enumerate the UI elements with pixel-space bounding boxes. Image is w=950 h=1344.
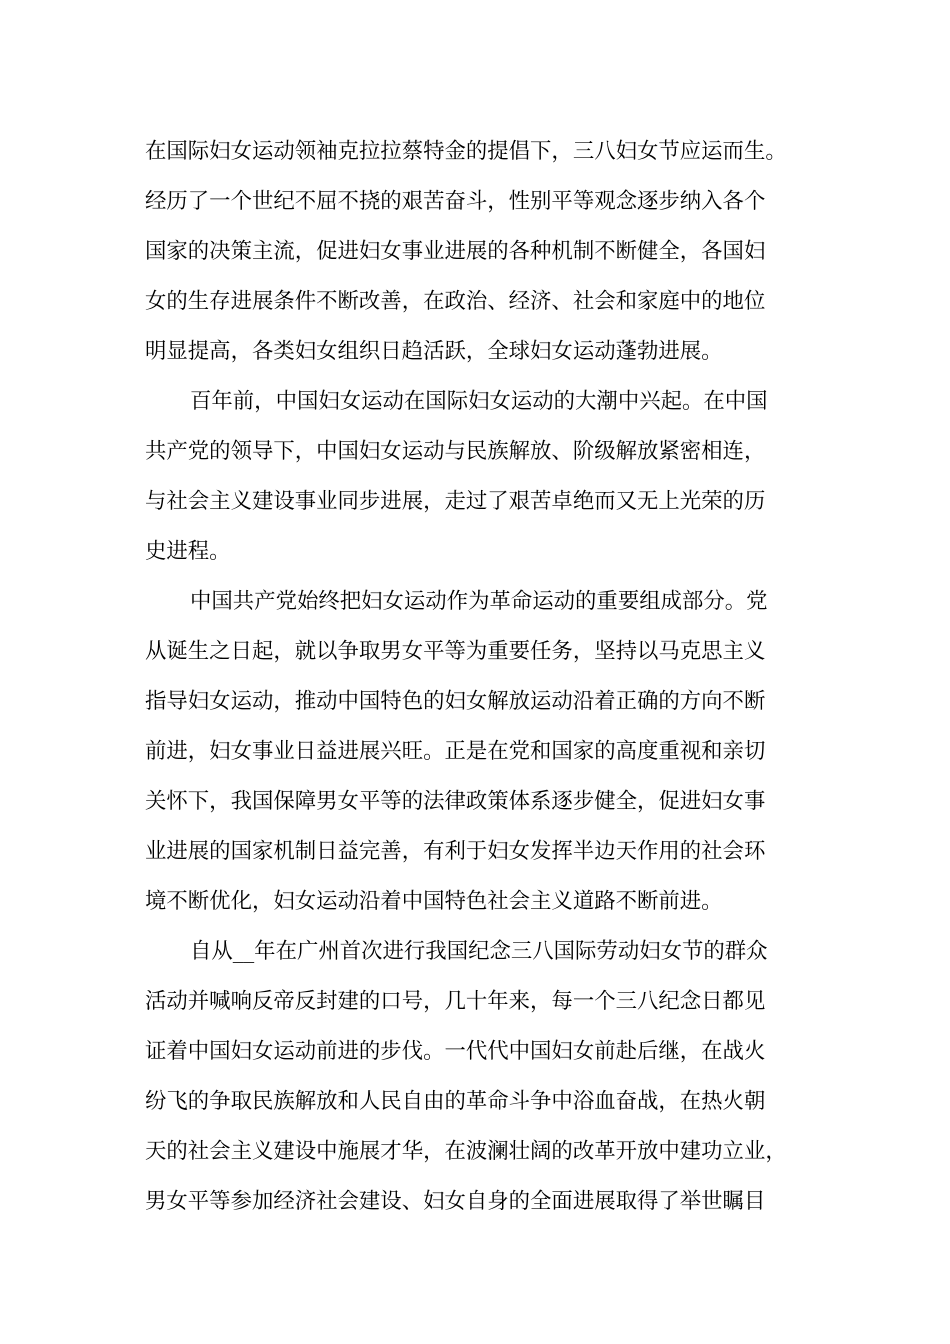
text-line: 前进，妇女事业日益进展兴旺。正是在党和国家的高度重视和亲切 (145, 739, 766, 764)
text-line: 男女平等参加经济社会建设、妇女自身的全面进展取得了举世瞩目 (145, 1189, 766, 1214)
text-line: 天的社会主义建设中施展才华，在波澜壮阔的改革开放中建功立业， (145, 1139, 787, 1164)
text-line: 纷飞的争取民族解放和人民自由的革命斗争中浴血奋战，在热火朝 (145, 1089, 766, 1114)
text-line: 指导妇女运动，推动中国特色的妇女解放运动沿着正确的方向不断 (145, 689, 766, 714)
text-line: 史进程。 (145, 539, 231, 564)
text-line: 境不断优化，妇女运动沿着中国特色社会主义道路不断前进。 (145, 889, 723, 914)
text-line: 证着中国妇女运动前进的步伐。一代代中国妇女前赴后继，在战火 (145, 1039, 766, 1064)
text-line: 活动并喊响反帝反封建的口号，几十年来，每一个三八纪念日都见 (145, 989, 766, 1014)
text-line: 经历了一个世纪不屈不挠的艰苦奋斗，性别平等观念逐步纳入各个 (145, 189, 766, 214)
text-line: 共产党的领导下，中国妇女运动与民族解放、阶级解放紧密相连， (145, 439, 766, 464)
text-line: 女的生存进展条件不断改善，在政治、经济、社会和家庭中的地位 (145, 289, 766, 314)
text-line: 业进展的国家机制日益完善，有利于妇女发挥半边天作用的社会环 (145, 839, 766, 864)
document-body (145, 127, 835, 1227)
text-line: 国家的决策主流，促进妇女事业进展的各种机制不断健全，各国妇 (145, 239, 766, 264)
paragraph-first-line: 中国共产党始终把妇女运动作为革命运动的重要组成部分。党 (190, 589, 768, 614)
text-line: 与社会主义建设事业同步进展，走过了艰苦卓绝而又无上光荣的历 (145, 489, 766, 514)
paragraph-first-line: 百年前，中国妇女运动在国际妇女运动的大潮中兴起。在中国 (190, 389, 768, 414)
text-line: 明显提高，各类妇女组织日趋活跃，全球妇女运动蓬勃进展。 (145, 339, 723, 364)
text-line: 在国际妇女运动领袖克拉拉蔡特金的提倡下，三八妇女节应运而生。 (145, 139, 787, 164)
text-line: 从诞生之日起，就以争取男女平等为重要任务，坚持以马克思主义 (145, 639, 766, 664)
paragraph-first-line: 自从__年在广州首次进行我国纪念三八国际劳动妇女节的群众 (190, 939, 768, 964)
text-line: 关怀下，我国保障男女平等的法律政策体系逐步健全，促进妇女事 (145, 789, 766, 814)
